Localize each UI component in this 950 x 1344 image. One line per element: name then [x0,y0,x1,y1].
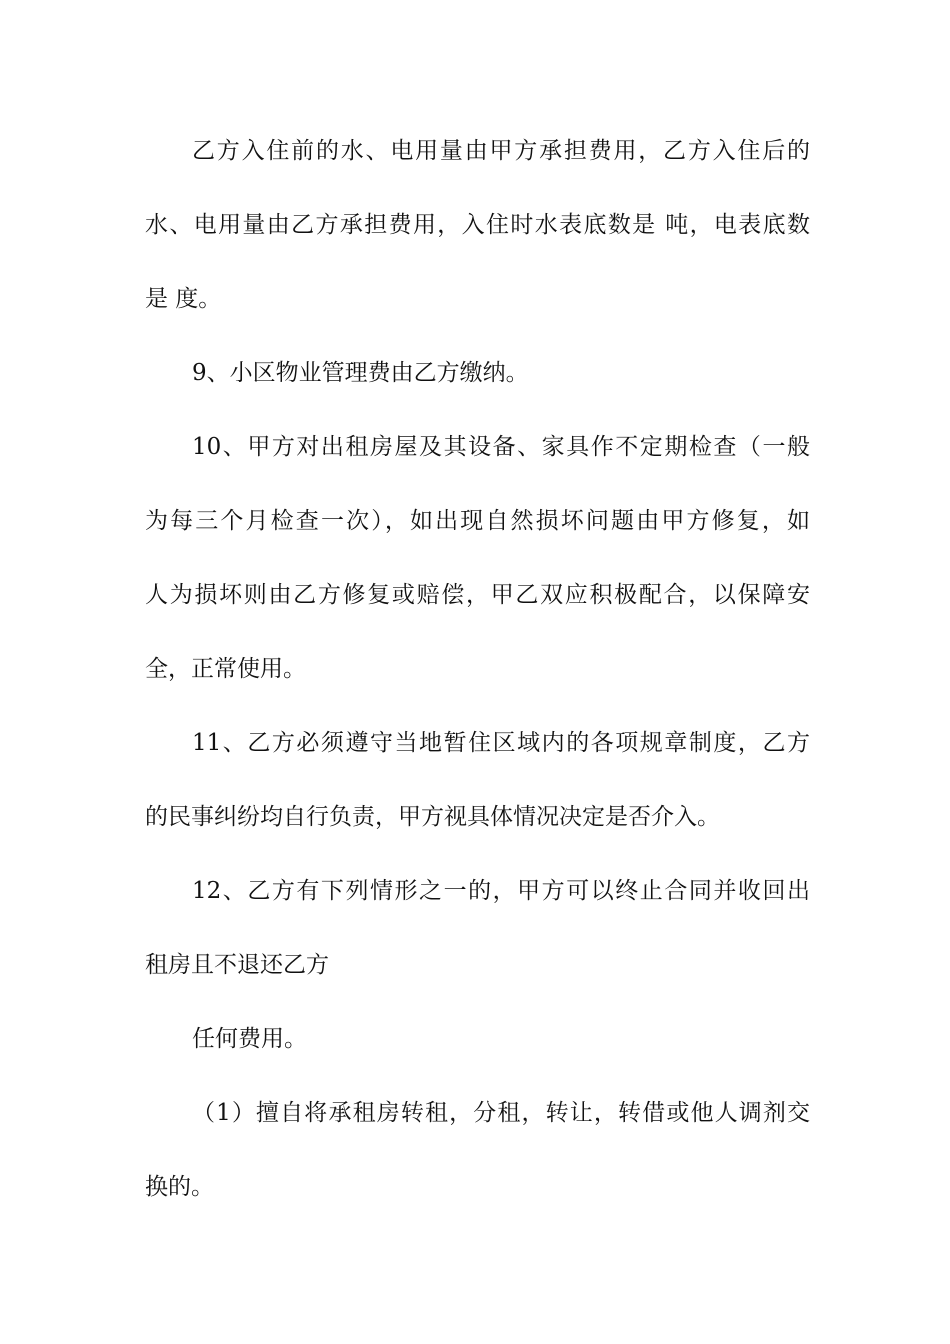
text-line: 9、小区物业管理费由乙方缴纳。 [192,360,529,386]
document-body [145,128,810,1238]
text-line: 乙方入住前的水、电用量由甲方承担费用，乙方入住后的 [192,138,810,164]
text-line: 租房且不退还乙方 [145,952,329,978]
text-line: 10、甲方对出租房屋及其设备、家具作不定期检查（一般 [192,434,810,460]
text-line: （1）擅自将承租房转租，分租，转让，转借或他人调剂交 [192,1100,810,1126]
text-line: 为每三个月检查一次），如出现自然损坏问题由甲方修复，如 [145,508,810,534]
text-line: 全，正常使用。 [145,656,306,682]
text-line: 12、乙方有下列情形之一的，甲方可以终止合同并收回出 [192,878,810,904]
text-line: 11、乙方必须遵守当地暂住区域内的各项规章制度，乙方 [192,730,810,756]
text-line: 的民事纠纷均自行负责，甲方视具体情况决定是否介入。 [145,804,720,830]
text-line: 水、电用量由乙方承担费用，入住时水表底数是 吨，电表底数 [145,212,810,238]
text-line: 人为损坏则由乙方修复或赔偿，甲乙双应积极配合，以保障安 [145,582,810,608]
text-line: 任何费用。 [192,1026,307,1052]
text-line: 是 度。 [145,286,222,312]
text-line: 换的。 [145,1174,214,1200]
